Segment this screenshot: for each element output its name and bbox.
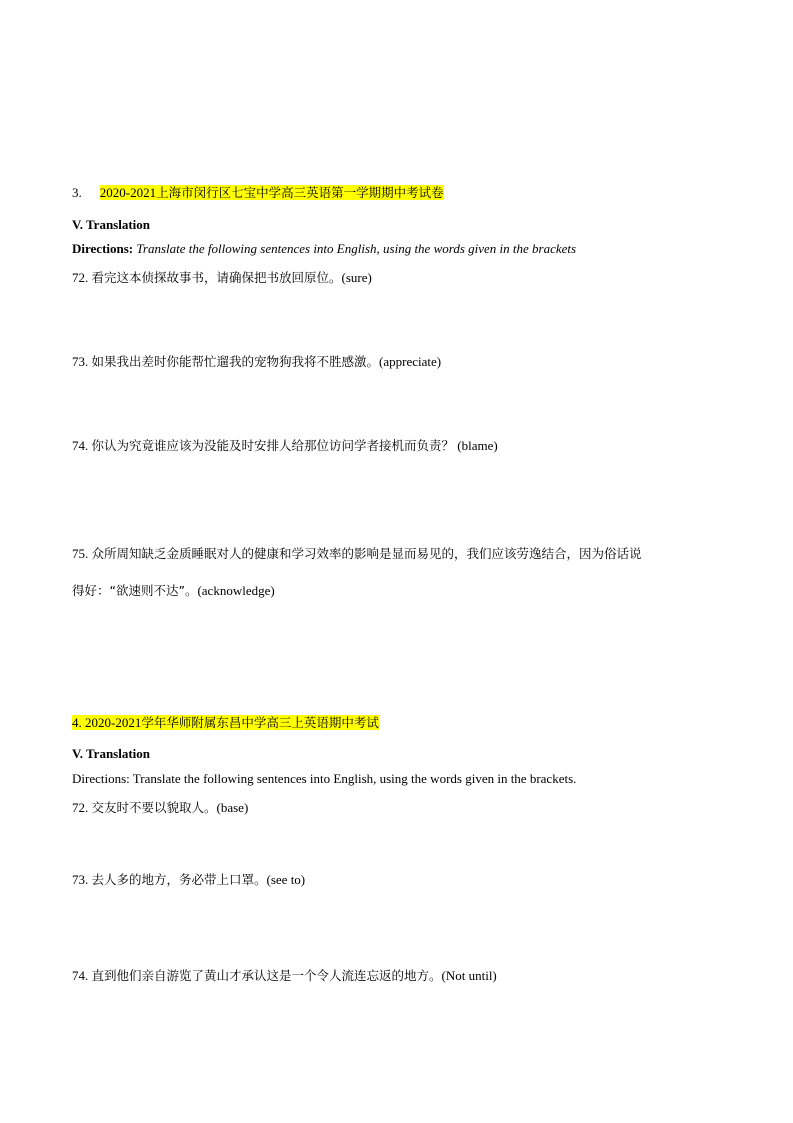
section3-directions-text: Translate the following sentences into English, using the words given in the brackets xyxy=(136,241,577,256)
item-number: 73. xyxy=(72,354,89,369)
item-chinese-continued: 得好：“欲速则不达”。 xyxy=(72,583,198,598)
section3-title xyxy=(72,184,444,202)
item-number: 72. xyxy=(72,270,89,285)
item-chinese: 直到他们亲自游览了黄山才承认这是一个令人流连忘返的地方。 xyxy=(91,968,442,983)
section3-item-74 xyxy=(72,437,498,455)
item-hint: (base) xyxy=(216,800,249,815)
section4-item-72 xyxy=(72,799,248,817)
item-chinese: 你认为究竟谁应该为没能及时安排人给那位访问学者接机而负责？ xyxy=(91,438,455,453)
section3-directions-label: Directions: xyxy=(72,241,134,256)
section4-heading: V. Translation xyxy=(72,746,151,761)
section4-item-73 xyxy=(72,871,305,889)
item-number: 74. xyxy=(72,968,89,983)
section3-item-72 xyxy=(72,269,372,287)
item-hint: (see to) xyxy=(266,872,306,887)
item-hint: (acknowledge) xyxy=(197,583,275,598)
section3-item-75-continued xyxy=(72,582,275,600)
section3-heading: V. Translation xyxy=(72,217,151,232)
item-hint: (blame) xyxy=(457,438,498,453)
item-number: 73. xyxy=(72,872,89,887)
section3-title-year: 2020-2021 xyxy=(99,185,157,200)
section3-item-73 xyxy=(72,353,441,371)
section3-number: 3. xyxy=(72,185,82,200)
section3-directions xyxy=(72,240,576,258)
section4-title xyxy=(72,714,379,732)
item-chinese: 如果我出差时你能帮忙遛我的宠物狗我将不胜感激。 xyxy=(91,354,380,369)
item-number: 72. xyxy=(72,800,89,815)
item-number: 75. xyxy=(72,546,89,561)
item-chinese: 交友时不要以貌取人。 xyxy=(91,800,217,815)
item-hint: (sure) xyxy=(341,270,372,285)
section4-title-text: 学年华师附属东昌中学高三上英语期中考试 xyxy=(141,715,379,730)
item-hint: (Not until) xyxy=(441,968,497,983)
section4-directions: Directions: Translate the following sentences into English, using the words given in the brackets. xyxy=(72,771,577,786)
section3-item-75 xyxy=(72,545,642,563)
section4-item-74 xyxy=(72,967,497,985)
item-hint: (appreciate) xyxy=(379,354,442,369)
item-chinese: 看完这本侦探故事书，请确保把书放回原位。 xyxy=(91,270,342,285)
item-number: 74. xyxy=(72,438,89,453)
section3-title-text: 上海市闵行区七宝中学高三英语第一学期期中考试卷 xyxy=(156,185,444,200)
item-chinese: 去人多的地方，务必带上口罩。 xyxy=(91,872,267,887)
section4-title-year: 4. 2020-2021 xyxy=(72,715,142,730)
item-chinese: 众所周知缺乏金质睡眠对人的健康和学习效率的影响是显而易见的，我们应该劳逸结合，因为俗话说 xyxy=(91,546,642,561)
